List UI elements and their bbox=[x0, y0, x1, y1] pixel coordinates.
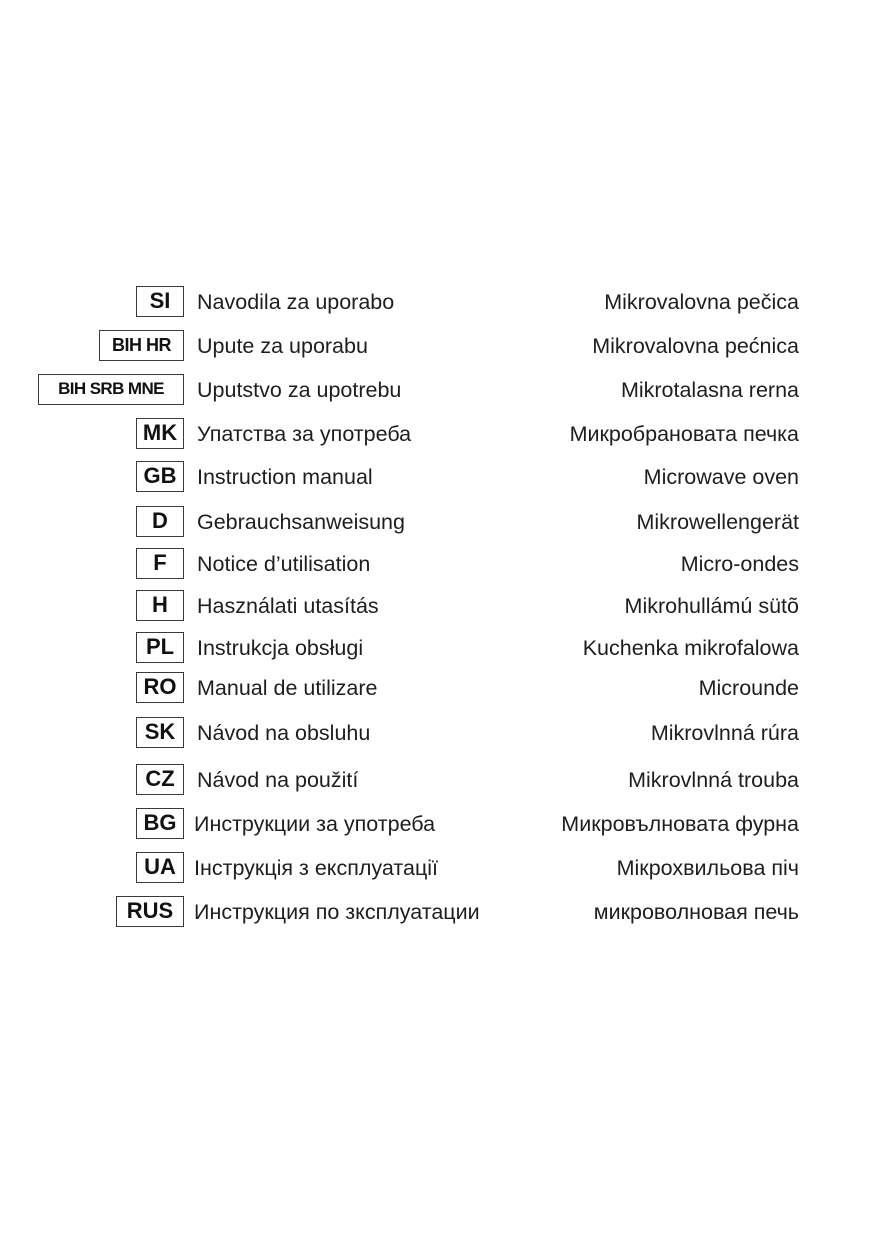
manual-title: Navodila za uporabo bbox=[197, 290, 395, 314]
product-name: Micro-ondes bbox=[680, 552, 799, 576]
list-item-bih-hr bbox=[0, 330, 874, 370]
list-item-gb bbox=[0, 461, 874, 501]
manual-title: Návod na obsluhu bbox=[197, 721, 371, 745]
language-code-badge: MK bbox=[136, 418, 184, 449]
manual-title: Инструкции за употреба bbox=[194, 812, 436, 836]
list-item-si bbox=[0, 286, 874, 326]
language-code-badge: GB bbox=[136, 461, 184, 492]
language-code-badge: BIH HR bbox=[99, 330, 184, 361]
language-code-badge: BG bbox=[136, 808, 184, 839]
manual-title: Instruction manual bbox=[197, 465, 373, 489]
manual-title: Упатства за употреба bbox=[197, 422, 412, 446]
list-item-pl bbox=[0, 632, 874, 672]
language-code-badge: H bbox=[136, 590, 184, 621]
list-item-cz bbox=[0, 764, 874, 804]
language-code-badge: RO bbox=[136, 672, 184, 703]
product-name: Mikrovlnná trouba bbox=[628, 768, 799, 792]
product-name: Mikrowellengerät bbox=[636, 510, 799, 534]
list-item-mk bbox=[0, 418, 874, 458]
product-name: микроволновая печь bbox=[593, 900, 799, 924]
product-name: Мікрохвильова піч bbox=[616, 856, 799, 880]
language-code-badge: PL bbox=[136, 632, 184, 663]
language-code-badge: BIH SRB MNE bbox=[38, 374, 184, 405]
product-name: Microunde bbox=[698, 676, 799, 700]
manual-title: Gebrauchsanweisung bbox=[197, 510, 405, 534]
list-item-ua bbox=[0, 852, 874, 892]
list-item-d bbox=[0, 506, 874, 546]
language-code-badge: CZ bbox=[136, 764, 184, 795]
product-name: Microwave oven bbox=[643, 465, 799, 489]
product-name: Микровълновата фурна bbox=[561, 812, 799, 836]
list-item-rus bbox=[0, 896, 874, 936]
language-code-badge: UA bbox=[136, 852, 184, 883]
list-item-f bbox=[0, 548, 874, 588]
manual-title: Upute za uporabu bbox=[197, 334, 368, 358]
language-code-badge: SK bbox=[136, 717, 184, 748]
list-item-bg bbox=[0, 808, 874, 848]
list-item-bih-srb-mne bbox=[0, 374, 874, 414]
manual-title: Инструкция по зксплуатации bbox=[194, 900, 480, 924]
manual-title: Manual de utilizare bbox=[197, 676, 378, 700]
product-name: Mikrotalasna rerna bbox=[620, 378, 799, 402]
product-name: Mikrovlnná rúra bbox=[650, 721, 799, 745]
manual-title: Használati utasítás bbox=[197, 594, 379, 618]
language-code-badge: F bbox=[136, 548, 184, 579]
list-item-h bbox=[0, 590, 874, 630]
language-code-badge: RUS bbox=[116, 896, 184, 927]
list-item-sk bbox=[0, 717, 874, 757]
language-code-badge: SI bbox=[136, 286, 184, 317]
product-name: Mikrovalovna pečica bbox=[604, 290, 799, 314]
list-item-ro bbox=[0, 672, 874, 712]
language-code-badge: D bbox=[136, 506, 184, 537]
product-name: Mikrovalovna pećnica bbox=[592, 334, 799, 358]
product-name: Микробрановата печка bbox=[569, 422, 799, 446]
product-name: Mikrohullámú sütõ bbox=[624, 594, 799, 618]
manual-title: Návod na použití bbox=[197, 768, 359, 792]
manual-title: Uputstvo za upotrebu bbox=[197, 378, 402, 402]
manual-title: Notice d’utilisation bbox=[197, 552, 371, 576]
product-name: Kuchenka mikrofalowa bbox=[582, 636, 799, 660]
manual-title: Instrukcja obsługi bbox=[197, 636, 364, 660]
manual-title: Інструкція з експлуатації bbox=[194, 856, 439, 880]
